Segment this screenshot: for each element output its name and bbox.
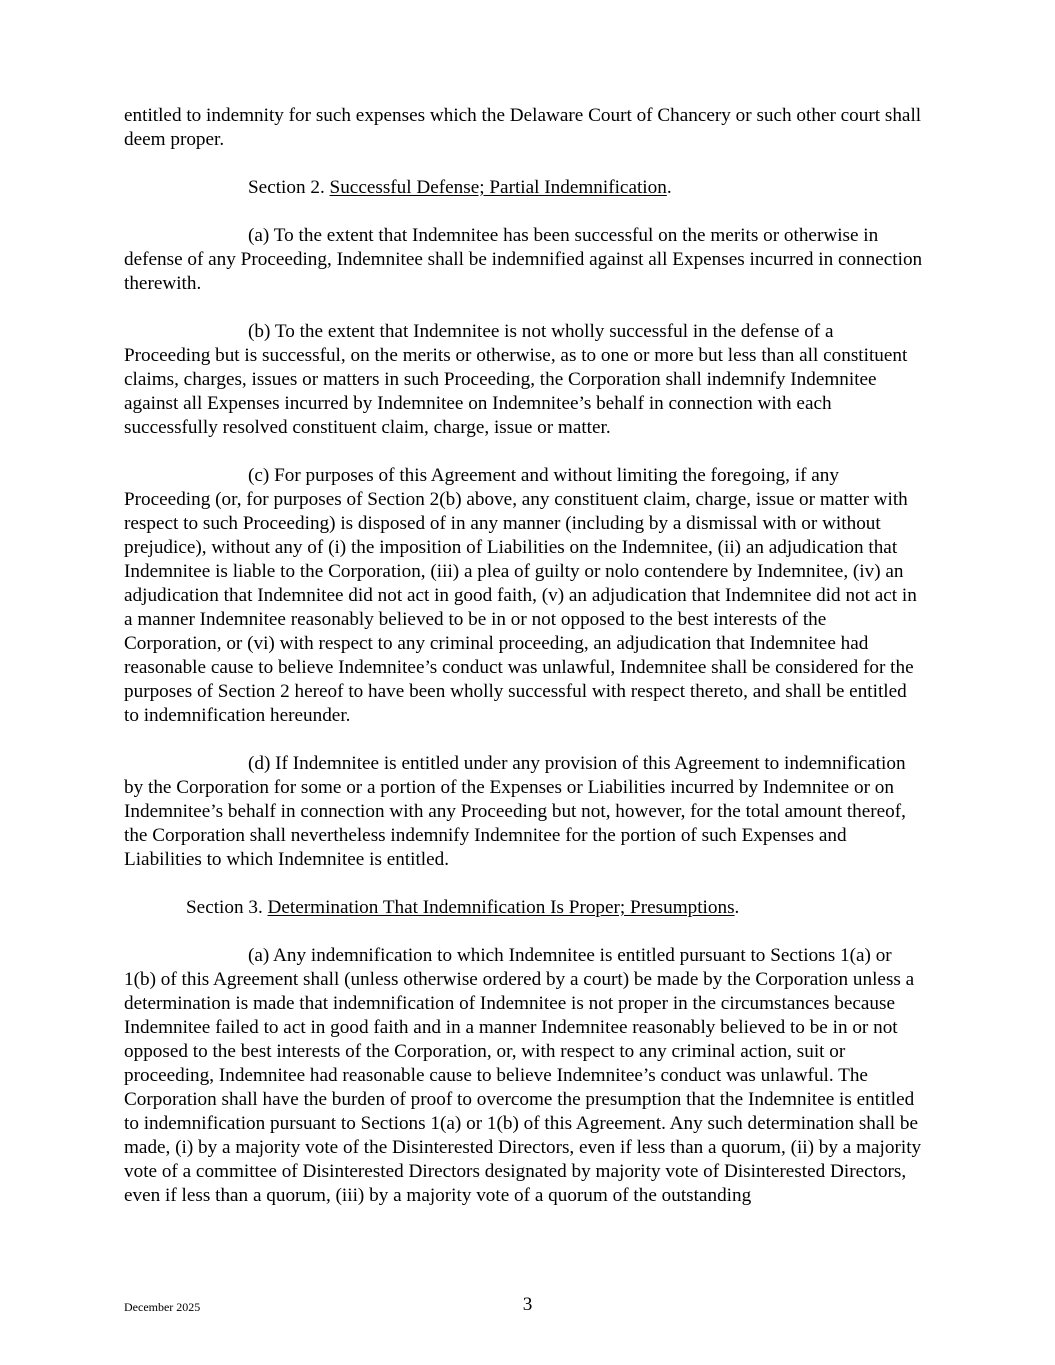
section-2-paragraph-a: (a) To the extent that Indemnitee has been successful on the merits or otherwise in defense of any Proceeding, Indemnitee shall be indemnified against all Expenses incurred in connection therewith. [124,225,923,294]
section-3-paragraph-a: (a) Any indemnification to which Indemnitee is entitled pursuant to Sections 1(a) or 1(b) of this Agreement shall (unless otherwise ordered by a court) be made by the Corporation unless a determination is made that indemnification of Indemnitee is not proper in the circumstances because Indemnitee failed to act in good faith and in a manner Indemnitee reasonably believed to be in or not opposed to the best interests of the Corporation, or, with respect to any criminal action, suit or proceeding, Indemnitee had reasonable cause to believe Indemnitee’s conduct was unlawful. The Corporation shall have the burden of proof to overcome the presumption that the Indemnitee is entitled to indemnification pursuant to Sections 1(a) or 1(b) of this Agreement. Any such determination shall be made, (i) by a majority vote of the Disinterested Directors, even if less than a quorum, (ii) by a majority vote of a committee of Disinterested Directors designated by majority vote of Disinterested Directors, even if less than a quorum, (iii) by a majority vote of a quorum of the outstanding [124,945,922,1206]
section-3-heading [124,896,924,920]
page-number: 3 [522,1294,533,1315]
section-2-title: Successful Defense; Partial Indemnification [329,177,667,198]
section-3-title: Determination That Indemnification Is Proper; Presumptions [267,897,735,918]
section-2-suffix: . [666,177,672,198]
section-2-prefix: Section 2. [248,177,330,198]
intro-paragraph: entitled to indemnity for such expenses which the Delaware Court of Chancery or such other court shall deem proper. [124,105,922,150]
section-2-heading [124,176,924,200]
section-2-paragraph-d: (d) If Indemnitee is entitled under any provision of this Agreement to indemnification by the Corporation for some or a portion of the Expenses or Liabilities incurred by Indemnitee or on Indemnitee’s behalf in connection with any Proceeding but not, however, for the total amount thereof, the Corporation shall nevertheless indemnify Indemnitee for the portion of such Expenses and Liabilities to which Indemnitee is entitled. [124,753,906,870]
section-3-suffix: . [734,897,740,918]
section-2-paragraph-b: (b) To the extent that Indemnitee is not wholly successful in the defense of a Proceeding but is successful, on the merits or otherwise, as to one or more but less than all constituent claims, charges, issues or matters in such Proceeding, the Corporation shall indemnify Indemnitee against all Expenses incurred by Indemnitee on Indemnitee’s behalf in connection with each successfully resolved constituent claim, charge, issue or matter. [124,321,908,438]
section-2-paragraph-c: (c) For purposes of this Agreement and without limiting the foregoing, if any Proceeding (or, for purposes of Section 2(b) above, any constituent claim, charge, issue or matter with respect to such Proceeding) is disposed of in any manner (including by a dismissal with or without prejudice), without any of (i) the imposition of Liabilities on the Indemnitee, (ii) an adjudication that Indemnitee is liable to the Corporation, (iii) a plea of guilty or nolo contendere by Indemnitee, (iv) an adjudication that Indemnitee did not act in good faith, (v) an adjudication that Indemnitee did not act in a manner Indemnitee reasonably believed to be in or not opposed to the best interests of the Corporation, or (vi) with respect to any criminal proceeding, an adjudication that Indemnitee had reasonable cause to believe Indemnitee’s conduct was unlawful, Indemnitee shall be considered for the purposes of Section 2 hereof to have been wholly successful with respect thereto, and shall be entitled to indemnification hereunder. [124,465,917,726]
document-body [124,104,924,1232]
section-3-prefix: Section 3. [186,897,268,918]
footer-date: December 2025 [124,1300,201,1314]
